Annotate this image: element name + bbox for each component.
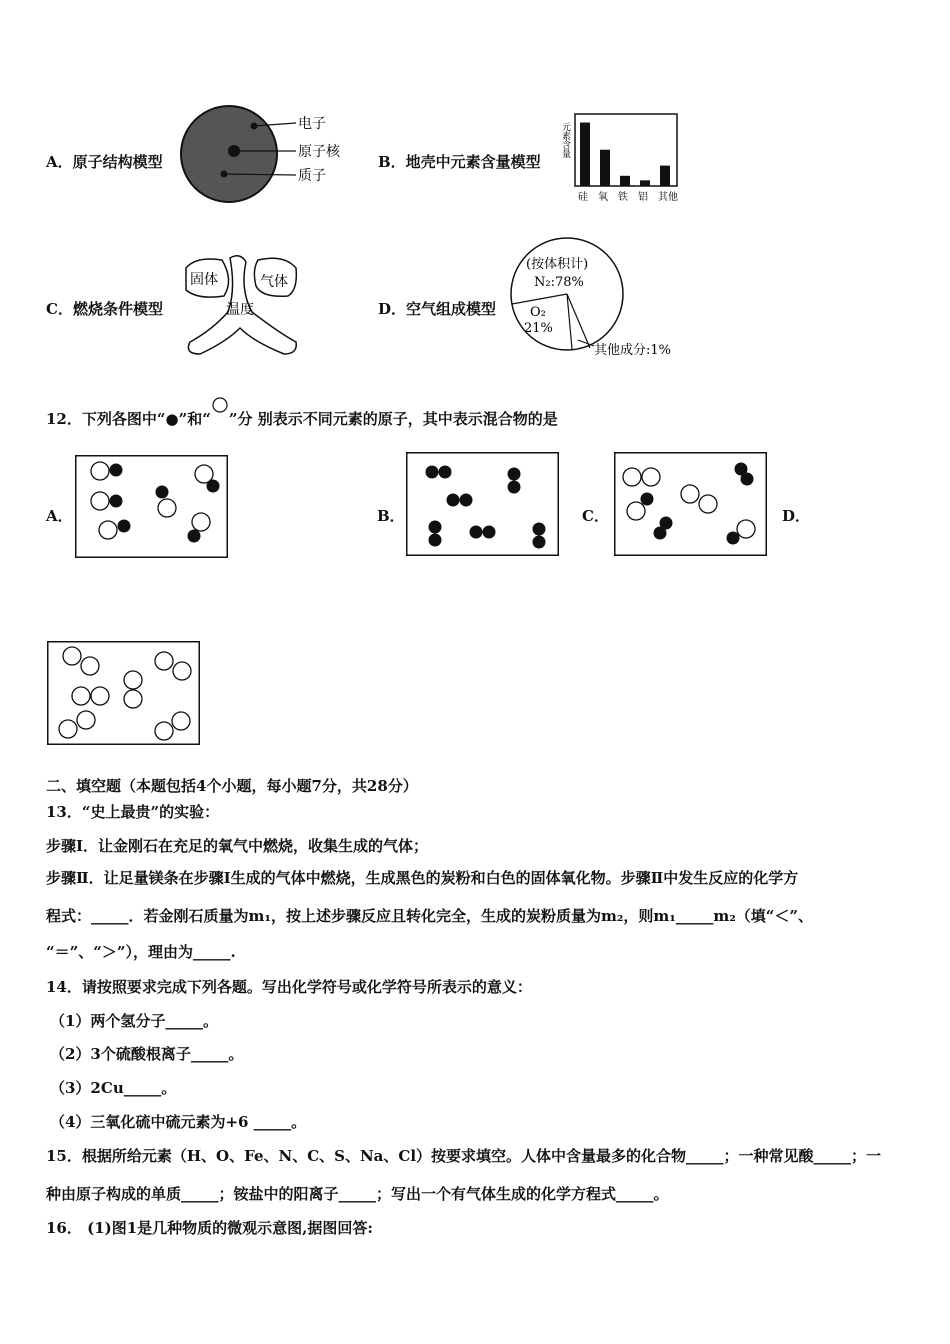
q12-box-b [406,452,559,560]
q12-question-pre: 12．下列各图中“●”和“ [46,410,211,428]
pie-divider-other [567,294,572,349]
pie-o2-symbol: O₂ [530,305,546,320]
q12-question [46,408,558,429]
atom-model-figure [178,104,358,212]
tick-label-4: 其他 [658,192,678,203]
part-gas: 气体 [260,274,288,290]
tick-label-3: 铝 [638,192,648,203]
q14-item-2: （2）3个硫酸根离子_____。 [50,1045,244,1063]
part-solid: 固体 [190,272,218,288]
q12-box-a [75,455,228,562]
q15-line2: 种由原子构成的单质_____；铵盐中的阳离子_____；写出一个有气体生成的化学方程式_____。 [46,1185,669,1203]
tick-label-1: 氧 [598,192,608,203]
q13-step2b: 程式：_____．若金刚石质量为m₁，按上述步骤反应且转化完全，生成的炭粉质量为m₂，则m₁_____m₂（填“＜”、 [46,907,814,925]
pie-n2: N₂:78% [534,275,584,290]
part-temperature: 温度 [226,302,254,318]
open-circle-icon [211,408,229,424]
chart-ylabel-group [560,122,571,158]
pie-header: (按体积计) [526,257,589,272]
air-composition-pie [508,236,703,368]
q14-item-4: （4）三氧化硫中硫元素为+6 _____。 [50,1113,307,1131]
q13-step2: 步骤Ⅱ．让足量镁条在步骤Ⅰ生成的气体中燃烧，生成黑色的炭粉和白色的固体氧化物。步骤Ⅱ中发生反应的化学方 [46,869,799,887]
option-a-label: A．原子结构模型 [46,153,163,171]
q12-option-a: A． [46,507,73,525]
q15-line1: 15．根据所给元素（H、O、Fe、N、C、S、Na、Cl）按要求填空。人体中含量最多的化合物_____；一种常见酸_____；一 [46,1147,882,1165]
combustion-model-figure [178,250,303,362]
q13-title: 13．“史上最贵”的实验： [46,803,220,821]
tick-label-0: 硅 [578,192,588,203]
pie-other: 其他成分:1% [594,343,672,358]
option-d-label: D．空气组成模型 [378,300,497,318]
callout-nucleus: 原子核 [298,144,340,160]
q12-box-d [47,641,200,749]
q12-option-d: D． [782,507,811,525]
q16-line1: 16． (1)图1是几种物质的微观示意图,据图回答: [46,1219,373,1237]
q14-item-3: （3）2Cu_____。 [50,1079,177,1097]
bar-4 [660,166,670,186]
option-b-label: B．地壳中元素含量模型 [378,153,541,171]
option-c-label: C．燃烧条件模型 [46,300,163,318]
q12-option-c: C． [582,507,609,525]
pie-o2-value: 21% [524,321,553,336]
crust-element-chart [555,110,685,209]
q12-question-post: ”分 别表示不同元素的原子，其中表示混合物的是 [228,410,558,428]
q12-option-b: B． [377,507,405,525]
callout-proton: 质子 [298,168,326,184]
bar-0 [580,123,590,186]
bar-2 [620,176,630,186]
chart-ylabel: 元素含量 [560,122,570,158]
q13-step1: 步骤Ⅰ．让金刚石在充足的氧气中燃烧，收集生成的气体； [46,837,429,855]
section2-heading: 二、填空题（本题包括4个小题，每小题7分，共28分） [46,777,418,795]
q13-step2c: “＝”、“＞”），理由为_____. [46,943,236,961]
tick-label-2: 铁 [618,192,628,203]
bar-1 [600,150,610,186]
q14-item-1: （1）两个氢分子_____。 [50,1012,218,1030]
pie-divider-o2 [512,294,567,304]
q12-box-c [614,452,767,560]
bar-3 [640,180,650,186]
q14-title: 14．请按照要求完成下列各题。写出化学符号或化学符号所表示的意义： [46,978,532,996]
callout-electron: 电子 [298,116,326,132]
